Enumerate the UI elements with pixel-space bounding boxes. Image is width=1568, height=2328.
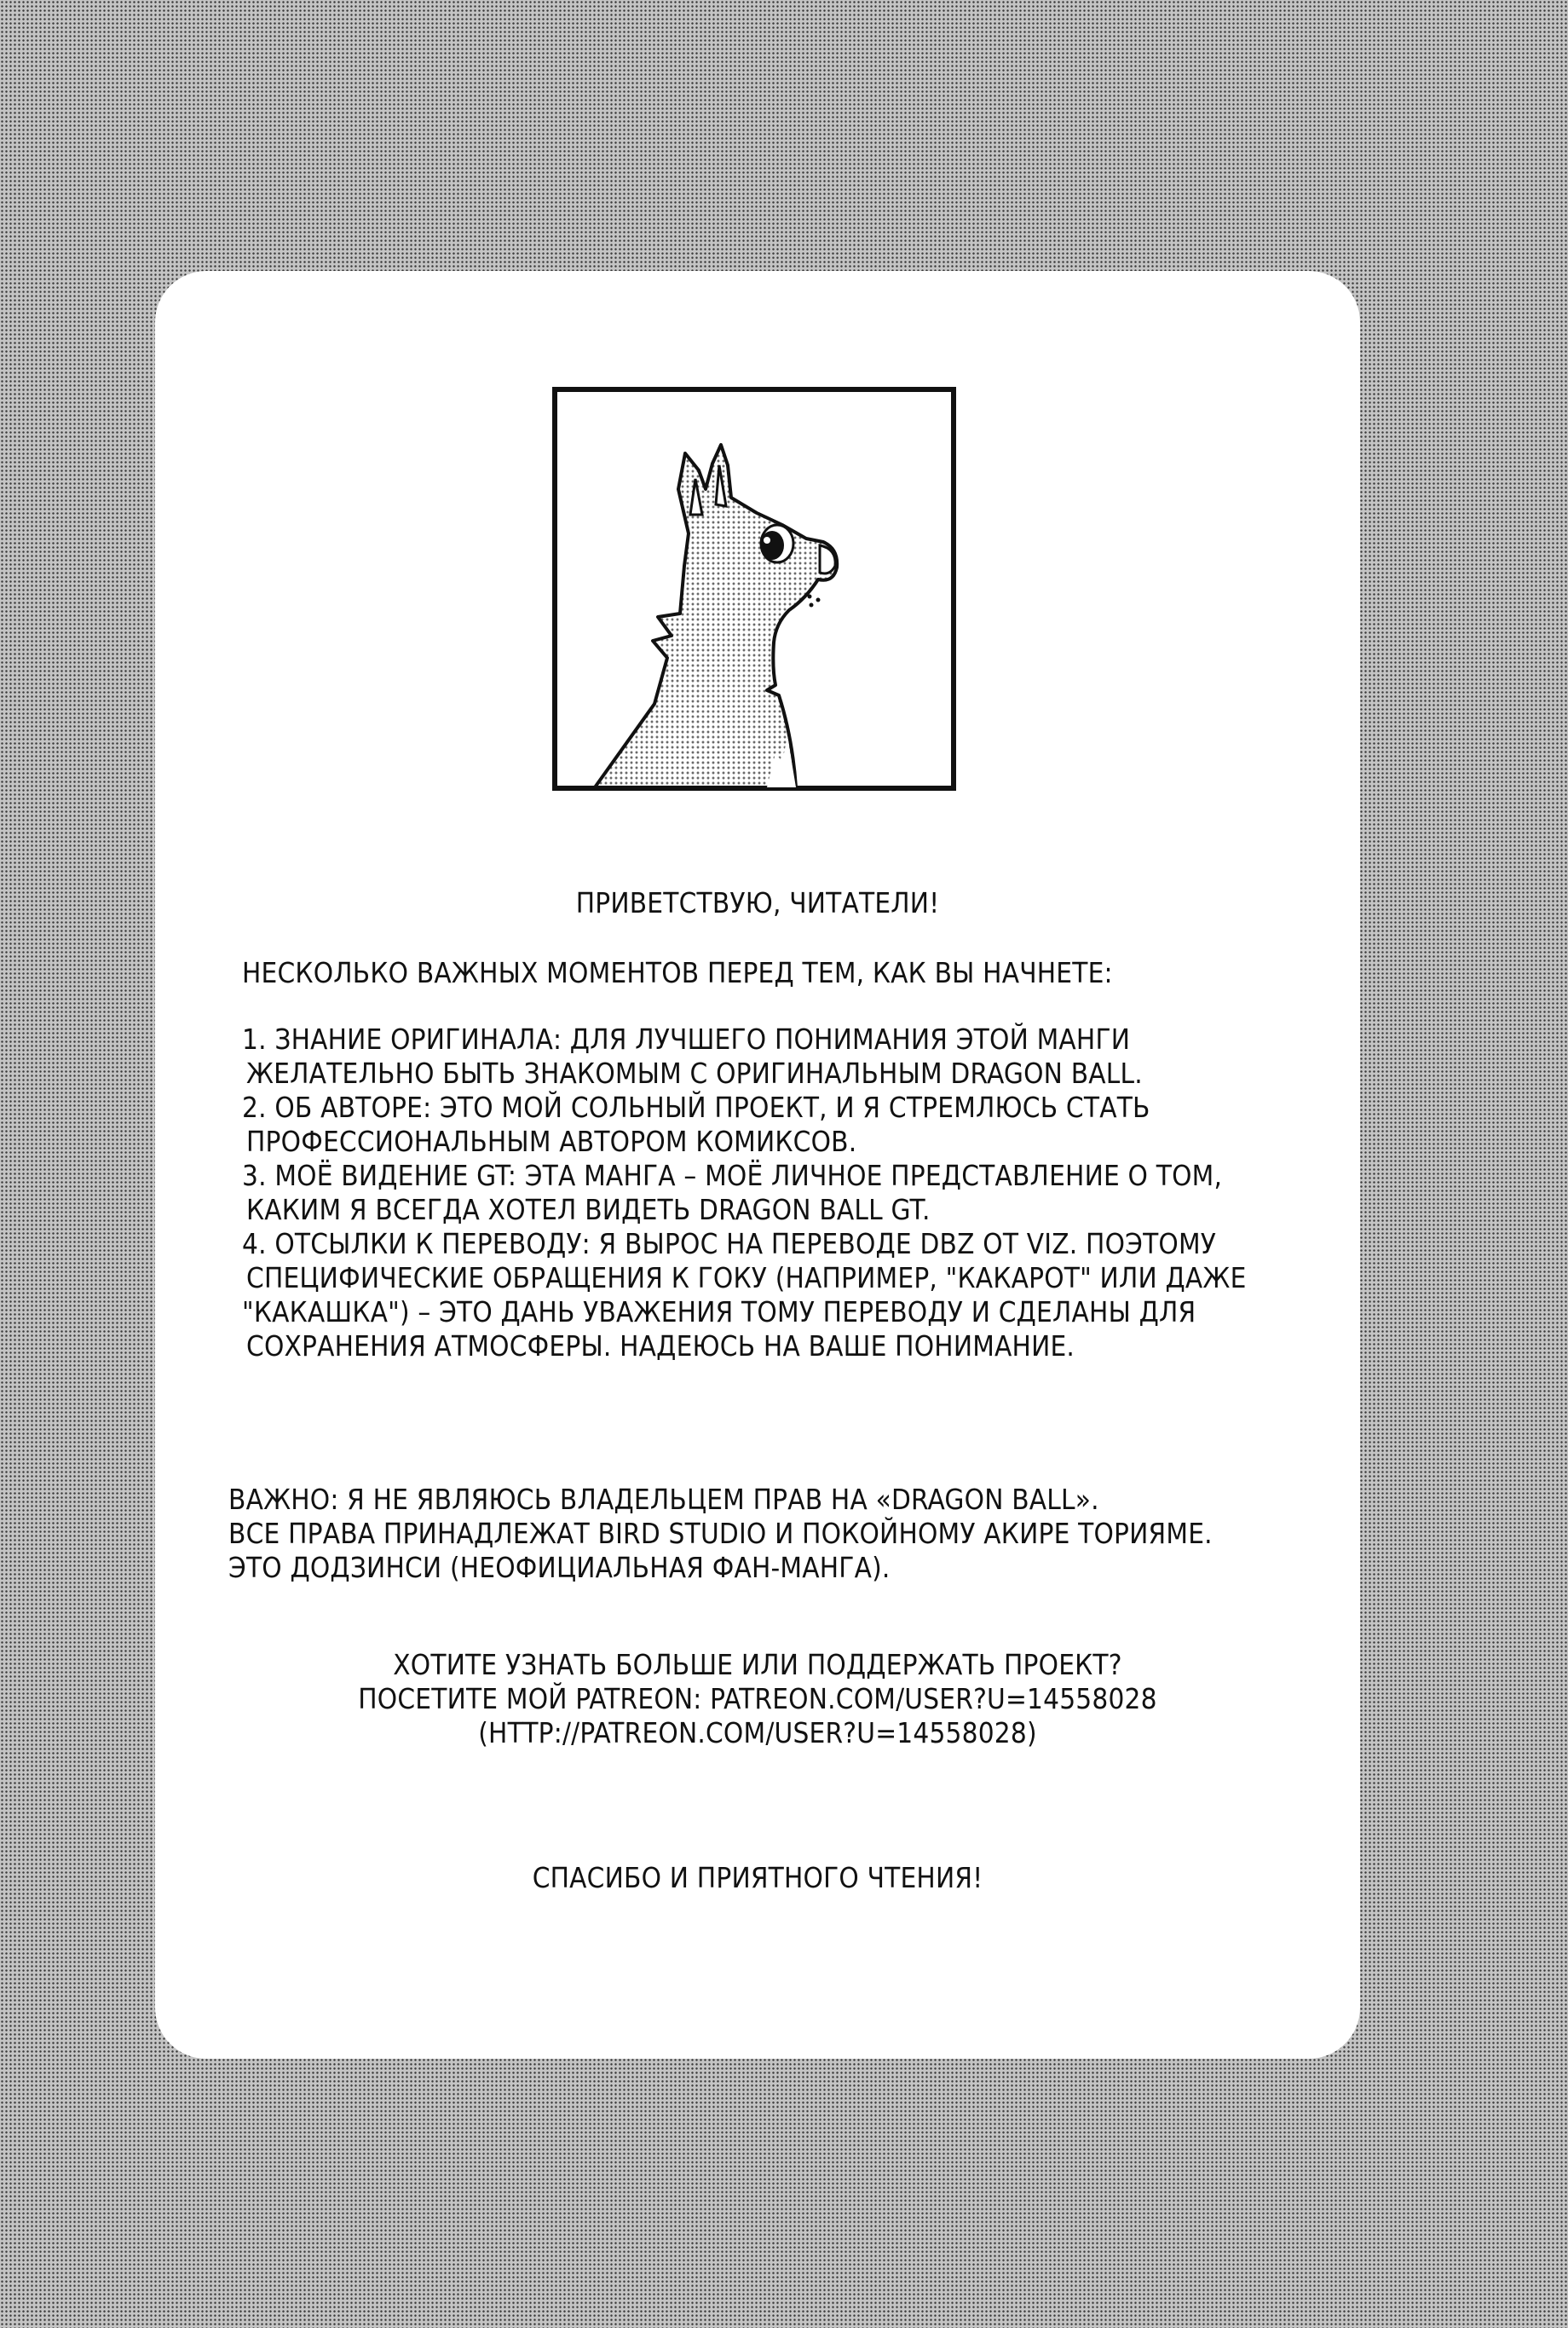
dog-portrait-icon: [552, 387, 956, 791]
point-line: "КАКАШКА") – ЭТО ДАНЬ УВАЖЕНИЯ ТОМУ ПЕРЕВОДУ И СДЕЛАНЫ ДЛЯ: [242, 1295, 1196, 1328]
disclaimer-block: [228, 1483, 1213, 1585]
greeting-text: ПРИВЕТСТВУЮ, ЧИТАТЕЛИ!: [575, 886, 940, 919]
point-line: КАКИМ Я ВСЕГДА ХОТЕЛ ВИДЕТЬ DRAGON BALL GT.: [246, 1193, 931, 1226]
disclaimer-line: ВАЖНО: Я НЕ ЯВЛЯЮСЬ ВЛАДЕЛЬЦЕМ ПРАВ НА «DRAGON BALL».: [228, 1483, 1099, 1516]
support-line: ХОТИТЕ УЗНАТЬ БОЛЬШЕ ИЛИ ПОДДЕРЖАТЬ ПРОЕКТ?: [393, 1648, 1122, 1681]
point-line: 1. ЗНАНИЕ ОРИГИНАЛА: ДЛЯ ЛУЧШЕГО ПОНИМАНИЯ ЭТОЙ МАНГИ: [242, 1023, 1131, 1056]
point-line: ЖЕЛАТЕЛЬНО БЫТЬ ЗНАКОМЫМ С ОРИГИНАЛЬНЫМ DRAGON BALL.: [246, 1057, 1143, 1090]
disclaimer-line: ВСЕ ПРАВА ПРИНАДЛЕЖАТ BIRD STUDIO И ПОКОЙНОМУ АКИРЕ ТОРИЯМЕ.: [228, 1517, 1213, 1550]
thanks-text: СПАСИБО И ПРИЯТНОГО ЧТЕНИЯ!: [532, 1861, 983, 1894]
point-line: СПЕЦИФИЧЕСКИЕ ОБРАЩЕНИЯ К ГОКУ (НАПРИМЕР, "КАКАРОТ" ИЛИ ДАЖЕ: [246, 1261, 1247, 1294]
patreon-url-link[interactable]: (HTTP://PATREON.COM/USER?U=14558028): [478, 1716, 1037, 1749]
patreon-link[interactable]: ПОСЕТИТЕ МОЙ PATREON: PATREON.COM/USER?U=14558028: [358, 1682, 1157, 1715]
point-line: 4. ОТСЫЛКИ К ПЕРЕВОДУ: Я ВЫРОС НА ПЕРЕВОДЕ DBZ ОТ VIZ. ПОЭТОМУ: [242, 1227, 1217, 1260]
point-line: СОХРАНЕНИЯ АТМОСФЕРЫ. НАДЕЮСЬ НА ВАШЕ ПОНИМАНИЕ.: [246, 1329, 1075, 1363]
note-card: [155, 271, 1360, 2059]
points-list: [242, 1023, 1247, 1363]
point-line: ПРОФЕССИОНАЛЬНЫМ АВТОРОМ КОМИКСОВ.: [246, 1125, 857, 1158]
intro-text: НЕСКОЛЬКО ВАЖНЫХ МОМЕНТОВ ПЕРЕД ТЕМ, КАК ВЫ НАЧНЕТЕ:: [242, 956, 1113, 989]
support-block: [155, 1648, 1360, 1750]
point-line: 3. МОЁ ВИДЕНИЕ GT: ЭТА МАНГА – МОЁ ЛИЧНОЕ ПРЕДСТАВЛЕНИЕ О ТОМ,: [242, 1159, 1223, 1192]
point-line: 2. ОБ АВТОРЕ: ЭТО МОЙ СОЛЬНЫЙ ПРОЕКТ, И Я СТРЕМЛЮСЬ СТАТЬ: [242, 1091, 1150, 1124]
disclaimer-line: ЭТО ДОДЗИНСИ (НЕОФИЦИАЛЬНАЯ ФАН-МАНГА).: [228, 1551, 891, 1584]
